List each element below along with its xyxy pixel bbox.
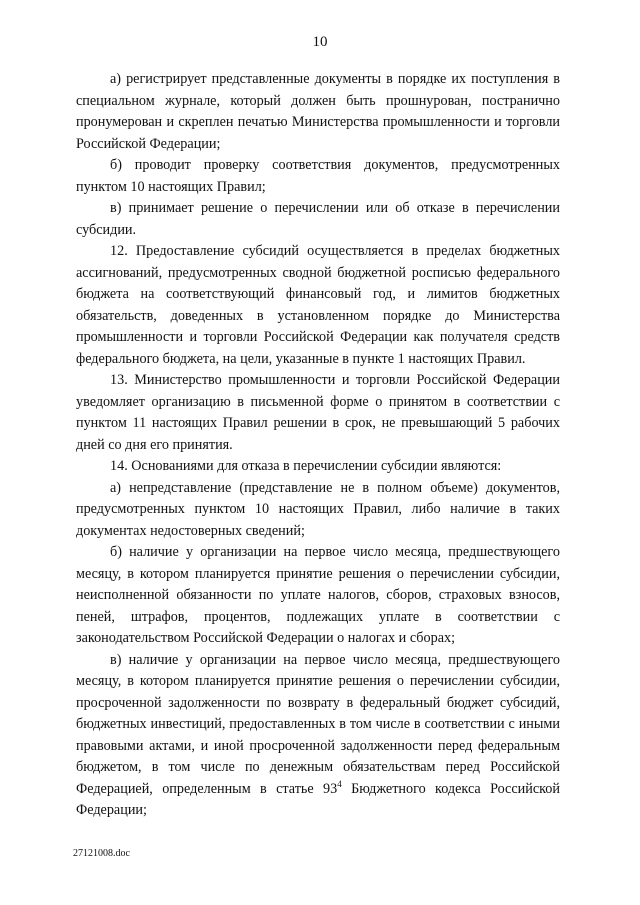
article-superscript: 4	[337, 778, 342, 789]
paragraph-1b: б) проводит проверку соответствия документов, предусмотренных пунктом 10 настоящих Правил;	[76, 157, 560, 195]
paragraph-14b: б) наличие у организации на первое число месяца, предшествующего месяцу, в котором планируется принятие решения о перечислении субсидии, неисполненной обязанности по уплате налогов, сборов, страховых взносов, пеней, штрафов, процентов, подлежащих уплате в соответствии с законодательством Российской Федерации о налогах и сборах;	[76, 544, 560, 646]
paragraph-14a: а) непредставление (представление не в полном объеме) документов, предусмотренных пунктом 10 настоящих Правил, либо наличие в таких документах недостоверных сведений;	[76, 479, 560, 539]
paragraph-1a: а) регистрирует представленные документы в порядке их поступления в специальном журнале, который должен быть прошнурован, постранично пронумерован и скреплен печатью Министерства промышленности и торговли Российской Федерации;	[76, 71, 560, 152]
paragraph-14: 14. Основаниями для отказа в перечислении субсидии являются:	[110, 458, 502, 474]
footer-filename: 27121008.doc	[73, 848, 130, 859]
paragraph-1c: в) принимает решение о перечислении или об отказе в перечислении субсидии.	[76, 200, 560, 238]
paragraph-14c	[76, 650, 560, 822]
paragraph-14c-text: в) наличие у организации на первое число месяца, предшествующего месяцу, в котором планируется принятие решения о перечислении субсидии, просроченной задолженности по возврату в федеральный бюджет субсидий, бюджетных инвестиций, предоставленных в том числе в соответствии с иными правовыми актами, и иной просроченной задолженности перед федеральным бюджетом, в том числе по денежным обязательствам перед Российской Федерацией, определенным в статье 93	[76, 651, 560, 797]
paragraph-13: 13. Министерство промышленности и торговли Российской Федерации уведомляет организацию в письменной форме о принятом в соответствии с пунктом 11 настоящих Правил решении в срок, не превышающий 5 рабочих дней со дня его принятия.	[76, 372, 560, 453]
paragraph-12: 12. Предоставление субсидий осуществляется в пределах бюджетных ассигнований, предусмотренных сводной бюджетной росписью федерального бюджета на соответствующий финансовый год, и лимитов бюджетных обязательств, доведенных в установленном порядке до Министерства промышленности и торговли Российской Федерации как получателя средств федерального бюджета, на цели, указанные в пункте 1 настоящих Правил.	[76, 243, 560, 367]
page-number: 10	[312, 34, 328, 50]
document-body	[76, 69, 560, 822]
paragraph-14c-text-after: Бюджетного кодекса Российской Федерации;	[76, 780, 560, 818]
